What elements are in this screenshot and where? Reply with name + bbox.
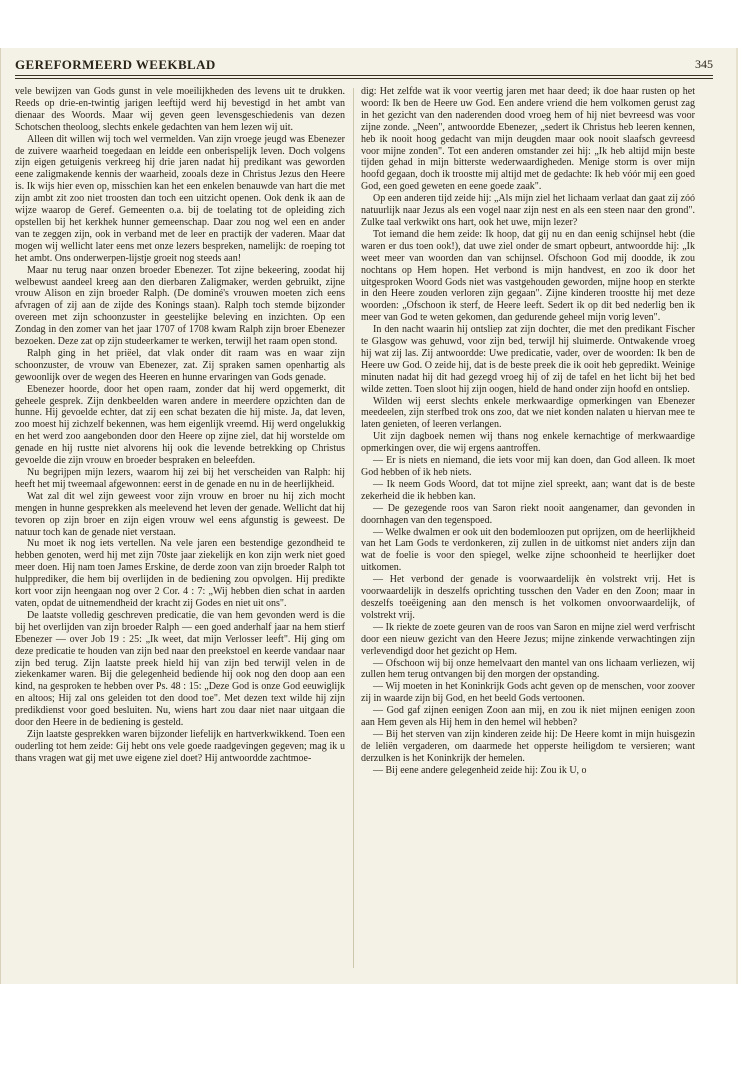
diary-quote: — Er is niets en niemand, die iets voor mij kan doen, dan God alleen. Ik moet God hebben of ik heb niets.	[361, 455, 695, 478]
paragraph: Ebenezer hoorde, door het open raam, zonder dat hij werd opgemerkt, dit geheele gesprek. Zijn denkbeelden waren andere in meerdere opzichten dan de hunne. Hij gevoelde echter, dat zij een schat bezaten die hij miste. Ja, dat leven, zoo moest hij zichzelf bekennen, was hem eigenlijk vreemd. Hij werd ongelukkig en het werd zoo aangebonden door den Heere op zijne ziel, dat hij worstelde om genade en hij rustte niet alvorens hij ook die levende betrekking op Christus gevoelde die zijn vrouw en broeder bespraken en beleefden.	[15, 383, 345, 467]
paragraph: Zijn laatste gesprekken waren bijzonder liefelijk en hartverkwikkend. Toen een ouderling tot hem zeide: Gij hebt ons vele goede raadgevingen gegeven; mag ik u thans vragen wat gij met uwe eigene ziel doet? Hij antwoordde zachtmoe-	[15, 728, 345, 764]
diary-quote: — Ik riekte de zoete geuren van de roos van Saron en mijne ziel werd verfrischt door een nieuw gezicht van den Heere Jezus; mijne zinkende verwachtingen zijn verlevendigd door het gezicht op Hem.	[361, 621, 695, 657]
left-column	[15, 86, 345, 970]
header-rule-top	[15, 75, 713, 76]
diary-quote: — Bij het sterven van zijn kinderen zeide hij: De Heere komt in mijn huisgezin de leliën vergaderen, om daarmede het opperste heiligdom te versieren; want derzulken is het Koninkrijk der hemelen.	[361, 728, 695, 764]
paragraph: Ralph ging in het priëel, dat vlak onder dit raam was en waar zijn schoonzuster, de vrouw van Ebenezer, zat. Zij spraken samen openhartig als gewoonlijk over de wegen des Heeren en hunne ervaringen van Gods genade.	[15, 347, 345, 383]
diary-quote: — Het verbond der genade is voorwaardelijk èn volstrekt vrij. Het is voorwaardelijk in deszelfs oprichting tusschen den Vader en den Zoon; maar in deszelfs toeëigening aan den mensch is het volkomen onvoorwaardelijk, of volstrekt vrij.	[361, 574, 695, 621]
diary-quote: — Ofschoon wij bij onze hemelvaart den mantel van ons lichaam verliezen, wij zullen hem terug ontvangen bij den morgen der opstanding.	[361, 657, 695, 681]
diary-quote: — Welke dwalmen er ook uit den bodemloozen put oprijzen, om de heerlijkheid van het Lam Gods te verdonkeren, zij zullen in de uitkomst niet anders zijn dan wat de foelie is voor den spiegel, welke zijne schoonheid te heerlijker doet uitkomen.	[361, 526, 695, 574]
page-number: 345	[695, 57, 713, 71]
paragraph: vele bewijzen van Gods gunst in vele moeilijkheden des levens uit te drukken. Reeds op drie-en-twintig jarigen leeftijd werd hij bevestigd in het ambt van dienaar des Woords. Maar wij geven geen levensgeschiedenis van dezen Schotschen theoloog, slechts enkele gedachten van hem lezen wij uit.	[15, 86, 345, 133]
diary-quote: — God gaf zijnen eenigen Zoon aan mij, en zou ik niet mijnen eenigen zoon aan Hem geven als Hij hem in den hemel wil hebben?	[361, 705, 695, 729]
paragraph: dig: Het zelfde wat ik voor veertig jaren met haar deed; ik doe haar rusten op het woord: Ik ben de Heere uw God. Een andere vriend die hem volkomen gerust zag in het gezicht van den naderenden dood vroeg hem of hij niet bevreesd was voor zijne zonde. „Neen", antwoordde Ebenezer, „sedert ik Christus heb leeren kennen, heb ik nooit hoog gedacht van mijn deugden maar ook nooit slaafsch gevreesd voor mijne zonden". Tot een anderen omstander zei hij: „Ik heb altijd mijn beste tijden gehad in mijn bitterste wederwaardigheden. Menige storm is over mijn hoofd gegaan, doch ik troostte mij altijd met de gedachte: Ik heb vóór mij een goed God, een goed geweten en eene goede zaak".	[361, 86, 695, 193]
paragraph: Wilden wij eerst slechts enkele merkwaardige opmerkingen van Ebenezer meedeelen, zijn sterfbed trok ons zoo, dat we niet konden nalaten u hiervan mee te laten genieten, of leeren verlangen.	[361, 395, 695, 431]
diary-quote: — De gezegende roos van Saron riekt nooit aangenamer, dan gevonden in doornhagen van den tegenspoed.	[361, 502, 695, 526]
right-column	[361, 86, 695, 970]
diary-quote: — Bij eene andere gelegenheid zeide hij: Zou ik U, o	[373, 764, 587, 776]
newspaper-page	[0, 48, 737, 984]
publication-title: GEREFORMEERD WEEKBLAD	[15, 57, 216, 72]
paragraph: Op een anderen tijd zeide hij: „Als mijn ziel het lichaam verlaat dan gaat zij zóó natuurlijk naar Jezus als een vogel naar zijn nest en als een steen naar den grond". Zulke taal verkwikt ons hart, ook het uwe, mijn lezer?	[361, 193, 695, 228]
paragraph: Nu begrijpen mijn lezers, waarom hij zei bij het verscheiden van Ralph: hij heeft het mij tweemaal afgewonnen: eerst in de genade en nu in de heerlijkheid.	[15, 467, 345, 490]
paragraph: Maar nu terug naar onzen broeder Ebenezer. Tot zijne bekeering, zoodat hij welbewust aandeel kreeg aan den dierbaren Zaligmaker, werden gebruikt, zijne vrouw Alison en zijn broeder Ralph. (De dominé's vrouwen moeten zich eens afvragen of zij aan de zijde des Konings staan). Ralph toch stemde bijzonder overeen met zijn schoonzuster in geestelijke beleving en inzichten. Op een Zondag in den zomer van het jaar 1707 of 1708 kwam Ralph zijn broer Ebenezer bezoeken. Deze zat op zijn studeerkamer te werken, terwijl het raam open stond.	[15, 264, 345, 348]
paragraph: Uit zijn dagboek nemen wij thans nog enkele kernachtige of merkwaardige opmerkingen over, die wij ergens aantroffen.	[361, 431, 695, 455]
paragraph: Nu moet ik nog iets vertellen. Na vele jaren een bestendige gezondheid te hebben genoten, werd hij met zijn 70ste jaar ziekelijk en kon zijn werk niet goed meer doen. Hij nam toen James Erskine, de derde zoon van zijn broeder Ralph tot hulpprediker, die hem bij overlijden in de bediening zou opvolgen. Hij predikte kort voor zijn heengaan nog over 2 Cor. 4 : 7: „Wij hebben dien schat in aarden vaten, opdat de uitnemendheid der kracht zij Godes en niet uit ons".	[15, 538, 345, 609]
column-divider	[353, 88, 354, 968]
diary-quote: — Wij moeten in het Koninkrijk Gods acht geven op de menschen, voor zoover zij in waarde zijn bij God, en het beeld Gods vertoonen.	[361, 681, 695, 705]
diary-quote: — Ik neem Gods Woord, dat tot mijne ziel spreekt, aan; want dat is de beste zekerheid die ik hebben kan.	[361, 478, 695, 502]
paragraph: Tot iemand die hem zeide: Ik hoop, dat gij nu en dan eenig schijnsel hebt (die waren er dus toen ook!), dat uwe ziel onder de smart opbeurt, antwoordde hij: „Ik weet meer van woorden dan van schijnsel. Ofschoon God mij doodde, ik zou nochtans op Hem hopen. Het verbond is mijn handvest, en zoo ik door het uitgesproken Woord Gods niet was vastgehouden geworden, mijne hoop en sterkte in den Heere zouden verloren zijn gegaan". Zijne kinderen troostte hij met deze woorden: „Ofschoon ik sterf, de Heere leeft. Sedert ik op dit bed nederlig ben ik meer van God te weten gekomen, dan gedurende geheel mijn vorig leven".	[361, 228, 695, 324]
paragraph: In den nacht waarin hij ontsliep zat zijn dochter, die met den predikant Fischer te Glasgow was gehuwd, voor zijn bed, terwijl hij sluimerde. Ontwakende vroeg hij wat zij las. Zij antwoordde: Uwe predicatie, vader, over de woorden: Ik ben de Heere uw God. O zeide hij, dat is de beste preek die ik ooit heb gepredikt. Weinige minuten nadat hij dit had gezegd vroeg hij of zij de tafel en het licht bij het bed wilde zetten. Toen sloot hij zijn oogen, hield de hand onder zijn hoofd en ontsliep.	[361, 324, 695, 395]
header-rule-bottom	[15, 78, 713, 79]
paragraph: Wat zal dit wel zijn geweest voor zijn vrouw en broer nu hij zich mocht mengen in hunne gesprekken als meelevend het leven der genade. Wellicht dat hij tevoren op zijn broer en zijn eigen vrouw wel eens afgunstig is geweest. De natuur toch kan de genade niet verstaan.	[15, 490, 345, 538]
page-header	[15, 57, 721, 77]
paragraph: De laatste volledig geschreven predicatie, die van hem gevonden werd is die bij het overlijden van zijn broeder Ralph — een goed anderhalf jaar na hem stierf Ebenezer — over Job 19 : 25: „Ik weet, dat mijn Verlosser leeft". Hij ging om deze predicatie te houden van zijn bed naar den preekstoel en keerde vandaar naar zijn bed terug. Zijn laatste preek hield hij van zijn bed terwijl velen in de ziekenkamer waren. Bij die gelegenheid bediende hij ook nog den doop aan een kind, na gesproken te hebben over Ps. 48 : 15: „Deze God is onze God eeuwiglijk en altoos; Hij zal ons geleiden tot den dood toe". Met dezen text wilde hij zijn predikdienst voor goed besluiten. Nu, wiens hart zou daar niet naar uitgaan die door den Heere in de bediening is gesteld.	[15, 609, 345, 729]
paragraph: Alleen dit willen wij toch wel vermelden. Van zijn vroege jeugd was Ebenezer de zuivere waarheid toegedaan en leidde een onberispelijk leven. Doch volgens zijn eigen getuigenis verkreeg hij drie jaren nadat hij predikant was geworden eene zaligmakende kennis der waarheid, zooals deze in Christus Jezus den Heere is. Ik wijs hier even op, misschien kan het een enkelen benauwde van hart die met zijn ambt zit zoo niet troosten dan toch een uitzicht openen. Ook denk ik aan de wijze waarop de Geref. Gemeenten o.a. bij de toelating tot de opleiding zich opstellen bij het kerkhek hunner gemeenschap. Daar zou nog wel een en ander van te zeggen zijn, ook in verband met de leer en practijk der vaderen. Maar dat mogen wij wellicht later eens met onze lezers bespreken, namelijk: de roeping tot het ambt. Ons onderwerpen-lijstje groeit nog steeds aan!	[15, 133, 345, 264]
